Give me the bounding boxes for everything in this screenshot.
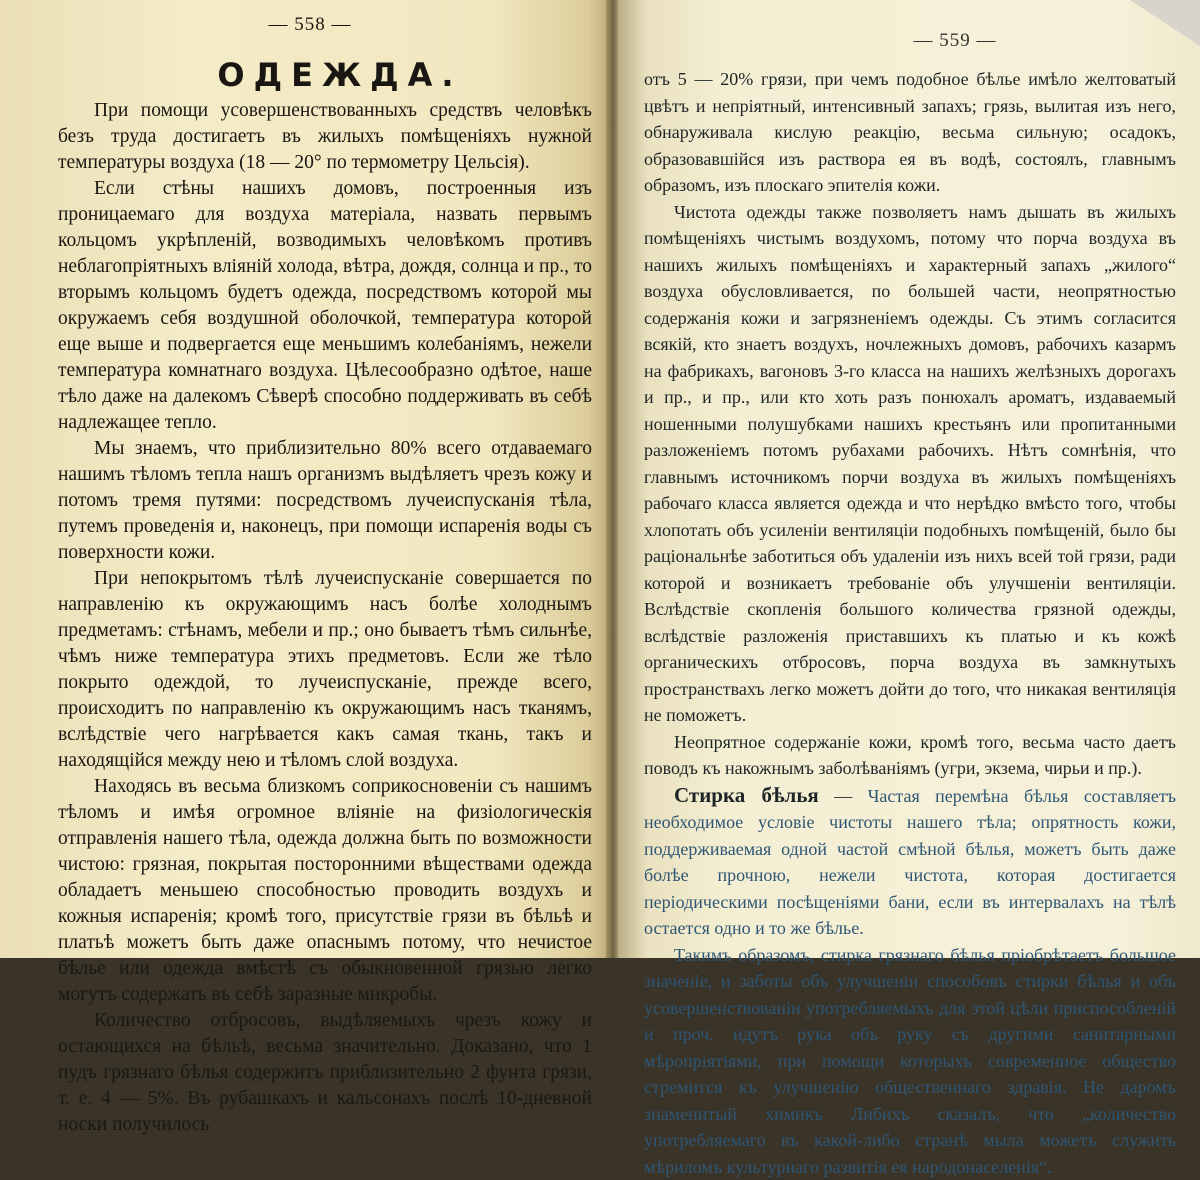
right-paragraph-2: Чистота одежды также позволяетъ намъ дышать въ жилыхъ помѣщеніяхъ чистымъ воздухомъ, потому что порча воздуха въ нашихъ жилыхъ помѣщеніяхъ и характерный запахъ „жилого“ воздуха обусловливается, по большей части, неопрятностью содержанія кожи и загрязненіемъ одежды. Съ этимъ согласится всякій, кто знаетъ воздухъ, ночлежныхъ домовъ, рабочихъ казармъ на фабрикахъ, вагоновъ 3-го класса на нашихъ желѣзныхъ дорогахъ и пр., и пр., или кто хоть разъ понюхалъ ароматъ, издаваемый ношенными полушубками нашихъ крестьянъ или пропитанными разложеніемъ потомъ рубахами рабочихъ. Нѣтъ сомнѣнія, что главнымъ источникомъ порчи воздуха въ жилыхъ помѣщеніяхъ рабочаго класса является одежда и что нерѣдко вмѣсто того, чтобы хлопотать объ усиленіи вентиляціи подобныхъ помѣщеній, было бы раціональнѣе заботиться объ удаленіи изъ нихъ всей той грязи, ради которой и возникаетъ требованіе объ улучшеніи вентиляціи. Вслѣдствіе скопленія большого количества грязной одежды, вслѣдствіе разложенія приставшихъ къ платью и къ кожѣ органическихъ отбросовъ, порча воздуха въ замкнутыхъ пространствахъ легко можетъ дойти до того, что никакая вентиляція не поможетъ. <box>644 199 1176 729</box>
left-page <box>0 0 612 958</box>
page-number-left: — 558 — <box>28 14 592 36</box>
left-paragraph-5: Находясь въ весьма близкомъ соприкосновеніи съ нашимъ тѣломъ и имѣя огромное вліяніе на физіологическія отправленія нашего тѣла, одежда должна быть по возможности чистою: грязная, покрытая посторонними вѣществами одежда обладаетъ меньшею способностью проводить воздухъ и кожныя испаренія; кромѣ того, присутствіе грязи въ бѣльѣ и платьѣ можетъ быть даже опаснымъ потому, что нечистое бѣлье или одежда вмѣстѣ съ обыкновенной грязью легко могутъ содержать въ себѣ заразные микробы. <box>58 774 592 1008</box>
left-paragraph-2: Если стѣны нашихъ домовъ, построенныя изъ проницаемаго для воздуха матеріала, назвать первымъ кольцомъ укрѣпленій, возводимыхъ человѣкомъ противъ неблагопріятныхъ вліяній холода, вѣтра, дождя, солнца и пр., то вторымъ кольцомъ будетъ одежда, посредствомъ которой мы окружаемъ себя воздушной оболочкой, температура которой еще выше и подвергается еще меньшимъ колебаніямъ, нежели температура комнатнаго воздуха. Цѣлесообразно одѣтое, наше тѣло даже на далекомъ Сѣверѣ способно поддерживать въ себѣ надлежащее тепло. <box>58 176 592 436</box>
left-paragraph-3: Мы знаемъ, что приблизительно 80% всего отдаваемаго нашимъ тѣломъ тепла нашъ организмъ выдѣляетъ чрезъ кожу и потомъ тремя путями: посредствомъ лучеиспусканія тѣла, путемъ проведенія и, наконецъ, при помощи испаренія воды съ поверхности кожи. <box>58 436 592 566</box>
right-paragraph-5: Такимъ образомъ, стирка грязнаго бѣлья пріобрѣтаетъ большое значеніе, и заботы объ улучшеніи способовъ стирки бѣлья и объ усовершенствованіи употребляемыхъ для этой цѣли приспособленій и проч. идутъ рука объ руку съ другими санитарными мѣропріятіями, при помощи которыхъ современное общество стремится къ улучшенію общественнаго здравія. Не даромъ знаменитый химикъ Либихъ сказалъ, что „количество употребляемаго въ какой-либо странѣ мыла можетъ служить мѣриломъ культурнаго развитія ея народонаселенія“. <box>644 942 1176 1180</box>
right-page <box>618 0 1200 958</box>
right-paragraph-1: отъ 5 — 20% грязи, при чемъ подобное бѣлье имѣло желтоватый цвѣтъ и непріятный, интенсивный запахъ; грязь, вылитая изъ него, обнаруживала кислую реакцію, весьма сильную; осадокъ, образовавшійся изъ раствора ея въ водѣ, состоялъ, главнымъ образомъ, изъ плоскаго эпителія кожи. <box>644 66 1176 199</box>
right-paragraph-4: Частая перемѣна бѣлья составляетъ необходимое условіе чистоты нашего тѣла; опрятность кожи, поддерживаемая одной частой смѣной бѣлья, можетъ быть даже болѣе прочною, нежели чистота, которая достигается періодическими посѣщеніями бани, если въ интервалахъ на тѣлѣ остается одно и то же бѣлье. <box>644 786 1176 939</box>
background-corner <box>1130 0 1200 46</box>
left-paragraph-6: Количество отбросовъ, выдѣляемыхъ чрезъ кожу и остающихся на бѣльѣ, весьма значительно. Доказано, что 1 пудъ грязнаго бѣлья содержитъ приблизительно 2 фунта грязи, т. е. 4 — 5%. Въ рубашкахъ и кальсонахъ послѣ 10-дневной носки получилось <box>58 1008 592 1138</box>
section-dash: — <box>834 786 852 806</box>
section-title: Стирка бѣлья <box>674 783 819 807</box>
section-paragraph <box>644 782 1176 942</box>
page-number-right: — 559 — <box>734 30 1176 52</box>
right-paragraph-3: Неопрятное содержаніе кожи, кромѣ того, весьма часто даетъ поводъ къ накожнымъ заболѣваніямъ (угри, экзема, чирьи и пр.). <box>644 729 1176 782</box>
left-paragraph-1: При помощи усовершенствованныхъ средствъ человѣкъ безъ труда достигаетъ въ жилыхъ помѣщеніяхъ нужной температуры воздуха (18 — 20° по термометру Цельсія). <box>58 98 592 176</box>
chapter-title: ОДЕЖДА. <box>88 56 592 94</box>
left-paragraph-4: При непокрытомъ тѣлѣ лучеиспусканіе совершается по направленію къ окружающимъ насъ болѣе холоднымъ предметамъ: стѣнамъ, мебели и пр.; оно бываетъ тѣмъ сильнѣе, чѣмъ ниже температура этихъ предметовъ. Если же тѣло покрыто одеждой, то лучеиспусканіе, прежде всего, происходитъ по направленію къ окружающимъ насъ тканямъ, вслѣдствіе чего нагрѣвается какъ самая ткань, такъ и находящійся между нею и тѣломъ слой воздуха. <box>58 566 592 774</box>
